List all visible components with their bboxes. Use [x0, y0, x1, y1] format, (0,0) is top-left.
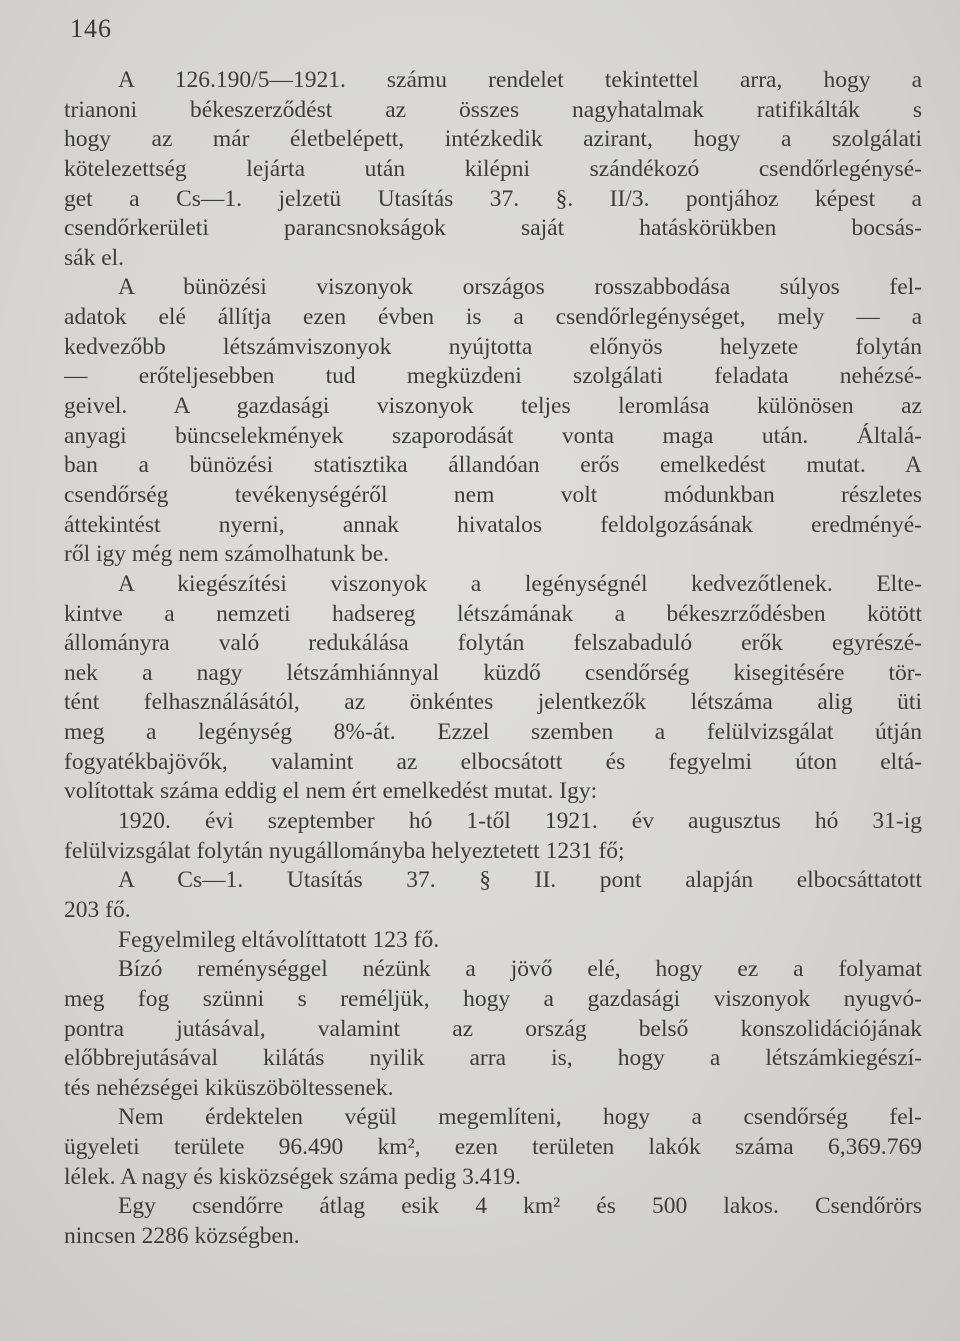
text-line: get a Cs—1. jelzetü Utasítás 37. §. II/3. pontjához képest a [64, 185, 922, 212]
text-line: A 126.190/5—1921. számu rendelet tekintettel arra, hogy a [118, 67, 922, 93]
text-line: Egy csendőrre átlag esik 4 km² és 500 lakos. Csendőrörs [118, 1193, 922, 1220]
text-line: tént felhasználásától, az önkéntes jelentkezők létszáma alig üti [64, 689, 922, 716]
text-line: Nem érdektelen végül megemlíteni, hogy a csendőrség fel- [118, 1104, 922, 1131]
text-line: volítottak száma eddig el nem ért emelkedést mutat. Igy: [64, 778, 598, 805]
text-line: kötelezettség lejárta után kilépni szándékozó csendőrlegénysé- [64, 155, 922, 182]
text-line: geivel. A gazdasági viszonyok teljes leromlása különösen az [64, 393, 922, 420]
text-line: állományra való redukálása folytán felszabaduló erők egyrészé- [64, 630, 922, 657]
text-line: áttekintést nyerni, annak hivatalos feldolgozásának eredményé- [64, 511, 922, 538]
text-line: lélek. A nagy és kisközségek száma pedig 3.419. [64, 1163, 521, 1190]
text-line: 1920. évi szeptember hó 1-től 1921. év augusztus hó 31-ig [118, 808, 922, 835]
page-number: 146 [70, 14, 112, 43]
text-line: kedvezőbb létszámviszonyok nyújtotta előnyös helyzete folytán [64, 333, 922, 360]
text-line: nincsen 2286 községben. [64, 1222, 300, 1249]
text-line: kintve a nemzeti hadsereg létszámának a békeszrződésben kötött [64, 600, 922, 627]
text-line: Bízó reménységgel nézünk a jövő elé, hogy ez a folyamat [118, 956, 922, 983]
text-line: felülvizsgálat folytán nyugállományba helyeztetett 1231 fő; [64, 837, 625, 864]
text-line: előbbrejutásával kilátás nyilik arra is, hogy a létszámkiegészí- [64, 1045, 922, 1072]
text-line: A kiegészítési viszonyok a legénységnél kedvezőtlenek. Elte- [118, 570, 922, 597]
text-line: — erőteljesebben tud megküzdeni szolgálati feladata nehézsé- [64, 363, 922, 390]
body-text [64, 66, 922, 1252]
text-line: anyagi büncselekmények szaporodását vonta maga után. Általá- [64, 422, 922, 449]
text-line: hogy az már életbelépett, intézkedik azirant, hogy a szolgálati [64, 126, 922, 153]
text-line: nek a nagy létszámhiánnyal küzdő csendőrség kisegitésére tör- [64, 659, 922, 686]
text-line: ban a bünözési statisztika állandóan erős emelkedést mutat. A [64, 452, 922, 479]
text-line: meg fog szünni s reméljük, hogy a gazdasági viszonyok nyugvó- [64, 985, 922, 1012]
text-line: sák el. [64, 244, 125, 271]
text-line: 203 fő. [64, 896, 131, 923]
text-line: A Cs—1. Utasítás 37. § II. pont alapján elbocsáttatott [118, 867, 922, 894]
text-line: meg a legénység 8%-át. Ezzel szemben a felülvizsgálat útján [64, 719, 922, 746]
text-line: csendőrség tevékenységéről nem volt módunkban részletes [64, 481, 922, 508]
text-line: csendőrkerületi parancsnokságok saját hatáskörükben bocsás- [64, 215, 922, 242]
text-line: A bünözési viszonyok országos rosszabbodása súlyos fel- [118, 274, 922, 301]
text-line: ről igy még nem számolhatunk be. [64, 541, 390, 568]
text-line: pontra jutásával, valamint az ország belső konszolidációjának [64, 1015, 922, 1042]
text-line: tés nehézségei kiküszöböltessenek. [64, 1074, 394, 1101]
text-line: trianoni békeszerződést az összes nagyhatalmak ratifikálták s [64, 96, 922, 123]
text-line: Fegyelmileg eltávolíttatott 123 fő. [118, 926, 440, 953]
text-line: adatok elé állítja ezen évben is a csendőrlegénységet, mely — a [64, 304, 922, 331]
text-line: fogyatékbajövők, valamint az elbocsátott és fegyelmi úton eltá- [64, 748, 922, 775]
text-line: ügyeleti területe 96.490 km², ezen területen lakók száma 6,369.769 [64, 1134, 922, 1161]
